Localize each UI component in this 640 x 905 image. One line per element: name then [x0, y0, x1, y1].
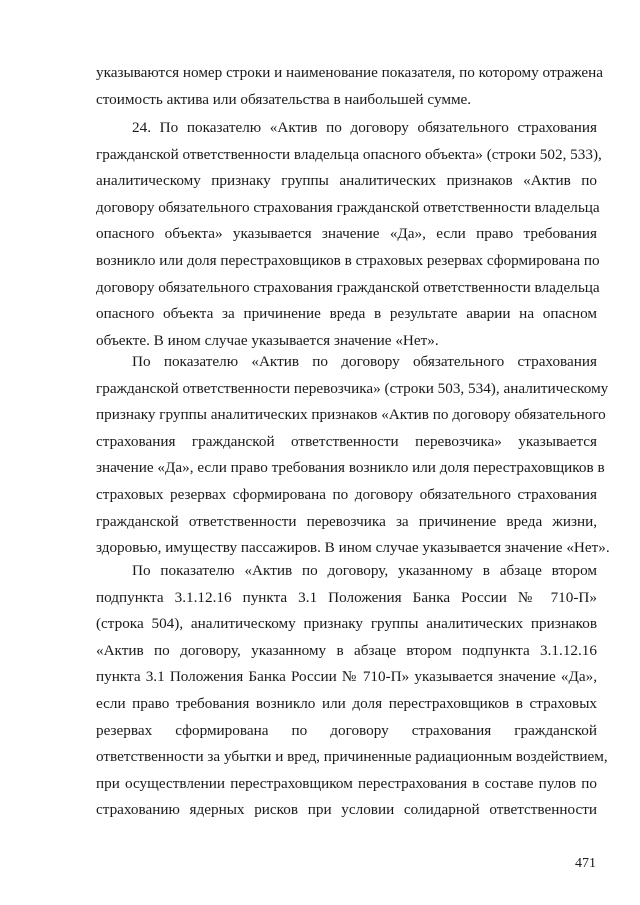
text-line: По показателю «Актив по договору обязательного страхования	[132, 353, 597, 370]
text-line: гражданской ответственности владельца опасного объекта» (строки 502, 533),	[96, 145, 602, 163]
text-line: если право требования возникло или доля перестраховщиков в страховых	[96, 694, 597, 712]
page-number: 471	[575, 856, 596, 871]
text-line: По показателю «Актив по договору, указанному в абзаце втором	[132, 562, 597, 579]
text-line: объекте. В ином случае указывается значение «Нет».	[96, 331, 439, 349]
text-line: указываются номер строки и наименование показателя, по которому отражена	[96, 64, 604, 81]
text-line: страховых резервах сформирована по договору обязательного страхования	[96, 485, 597, 503]
text-line: 24. По показателю «Актив по договору обязательного страхования	[132, 119, 597, 136]
text-line: гражданской ответственности перевозчика за причинение вреда жизни,	[96, 512, 597, 530]
text-line: возникло или доля перестраховщиков в страховых резервах сформирована по	[96, 251, 600, 269]
text-line: подпункта 3.1.12.16 пункта 3.1 Положения Банка России № 710-П»	[96, 588, 597, 606]
text-line: признаку группы аналитических признаков «Актив по договору обязательного	[96, 406, 606, 424]
paragraph-carrier-liability	[96, 349, 610, 562]
text-line: гражданской ответственности перевозчика» (строки 503, 534), аналитическому	[96, 379, 609, 397]
text-line: договору обязательного страхования гражданской ответственности владельца	[96, 198, 600, 216]
paragraph-nuclear-risk	[96, 558, 608, 824]
paragraph-item-24	[96, 115, 602, 354]
text-line: опасного объекта за причинение вреда в результате аварии на опасном	[96, 305, 597, 323]
text-line: стоимость актива или обязательства в наибольшей сумме.	[96, 90, 472, 108]
text-line: страхованию ядерных рисков при условии солидарной ответственности	[96, 801, 597, 819]
text-line: резервах сформирована по договору страхования гражданской	[96, 721, 597, 739]
text-line: страхования гражданской ответственности перевозчика» указывается	[96, 432, 597, 450]
text-line: здоровью, имуществу пассажиров. В ином случае указывается значение «Нет».	[96, 539, 610, 557]
text-line: пункта 3.1 Положения Банка России № 710-П» указывается значение «Да»,	[96, 668, 597, 686]
text-line: значение «Да», если право требования возникло или доля перестраховщиков в	[96, 459, 605, 477]
text-line: договору обязательного страхования гражданской ответственности владельца	[96, 278, 600, 296]
text-line: ответственности за убытки и вред, причиненные радиационным воздействием,	[96, 748, 608, 766]
text-line: опасного объекта» указывается значение «Да», если право требования	[96, 225, 597, 243]
text-line: «Актив по договору, указанному в абзаце втором подпункта 3.1.12.16	[96, 641, 597, 659]
text-line: (строка 504), аналитическому признаку группы аналитических признаков	[96, 615, 597, 633]
paragraph-continuation	[96, 60, 604, 113]
text-line: при осуществлении перестраховщиком перестрахования в составе пулов по	[96, 774, 597, 792]
text-line: аналитическому признаку группы аналитических признаков «Актив по	[96, 172, 597, 190]
